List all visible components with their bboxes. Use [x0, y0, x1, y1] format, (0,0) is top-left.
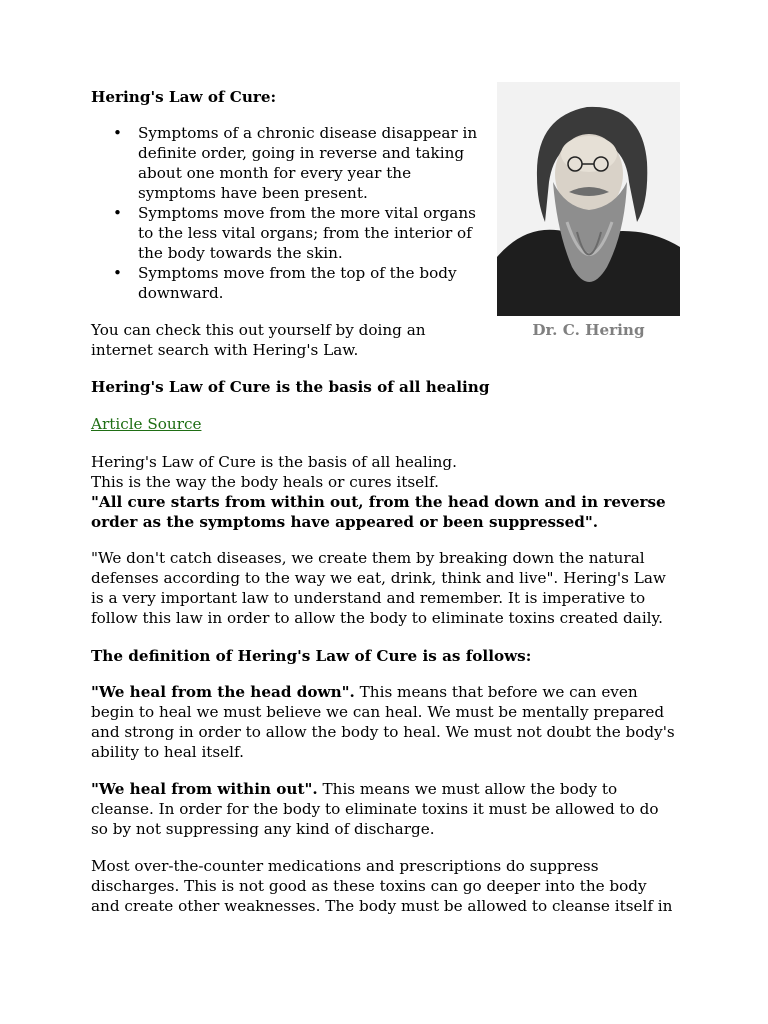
quote-text: "All cure starts from within out, from the head down and in reverse order as the symptoms have appeared or been suppressed".	[91, 493, 666, 531]
law-bullet-list	[91, 123, 491, 303]
portrait-photo	[497, 82, 680, 316]
bullet-icon: •	[113, 264, 122, 282]
head-down-paragraph	[91, 682, 676, 762]
list-item	[91, 203, 491, 263]
intro-block	[91, 452, 671, 532]
list-item-text: Symptoms move from the top of the body downward.	[138, 264, 457, 302]
head-down-text: This means that before we can even begin to heal we must believe we can heal. We must be mentally prepared and strong in order to allow the body to heal. We must not doubt the body's ability to heal itself.	[91, 683, 675, 761]
bullet-icon: •	[113, 124, 122, 142]
portrait-icon	[497, 82, 680, 316]
otc-paragraph: Most over-the-counter medications and prescriptions do suppress discharges. This is not good as these toxins can go deeper into the body and create other weaknesses. The body must be allowed to cleanse itself in	[91, 857, 673, 915]
diseases-paragraph: "We don't catch diseases, we create them by breaking down the natural defenses according to the way we eat, drink, think and live". Hering's Law is a very important law to understand and remember. It is imperative to follow this law in order to allow the body to eliminate toxins created daily.	[91, 549, 666, 627]
page-title: Hering's Law of Cure:	[91, 88, 277, 106]
intro-line: Hering's Law of Cure is the basis of all healing.	[91, 453, 457, 471]
photo-caption: Dr. C. Hering	[532, 321, 645, 339]
list-item	[91, 263, 491, 303]
intro-line: This is the way the body heals or cures itself.	[91, 473, 439, 491]
within-out-paragraph	[91, 779, 676, 839]
check-paragraph: You can check this out yourself by doing an internet search with Hering's Law.	[91, 321, 426, 359]
definition-heading: The definition of Hering's Law of Cure is as follows:	[91, 647, 532, 665]
list-item-text: Symptoms move from the more vital organs to the less vital organs; from the interior of the body towards the skin.	[138, 204, 476, 262]
intro-quote	[91, 492, 671, 532]
within-out-text: This means we must allow the body to cleanse. In order for the body to eliminate toxins it must be allowed to do so by not suppressing any kind of discharge.	[91, 780, 659, 838]
list-item	[91, 123, 491, 203]
section-heading: Hering's Law of Cure is the basis of all healing	[91, 378, 490, 396]
article-source-link[interactable]: Article Source	[91, 415, 202, 433]
bullet-icon: •	[113, 204, 122, 222]
within-out-bold: "We heal from within out".	[91, 780, 318, 798]
list-item-text: Symptoms of a chronic disease disappear in definite order, going in reverse and taking about one month for every year the symptoms have been present.	[138, 124, 478, 202]
head-down-bold: "We heal from the head down".	[91, 683, 355, 701]
